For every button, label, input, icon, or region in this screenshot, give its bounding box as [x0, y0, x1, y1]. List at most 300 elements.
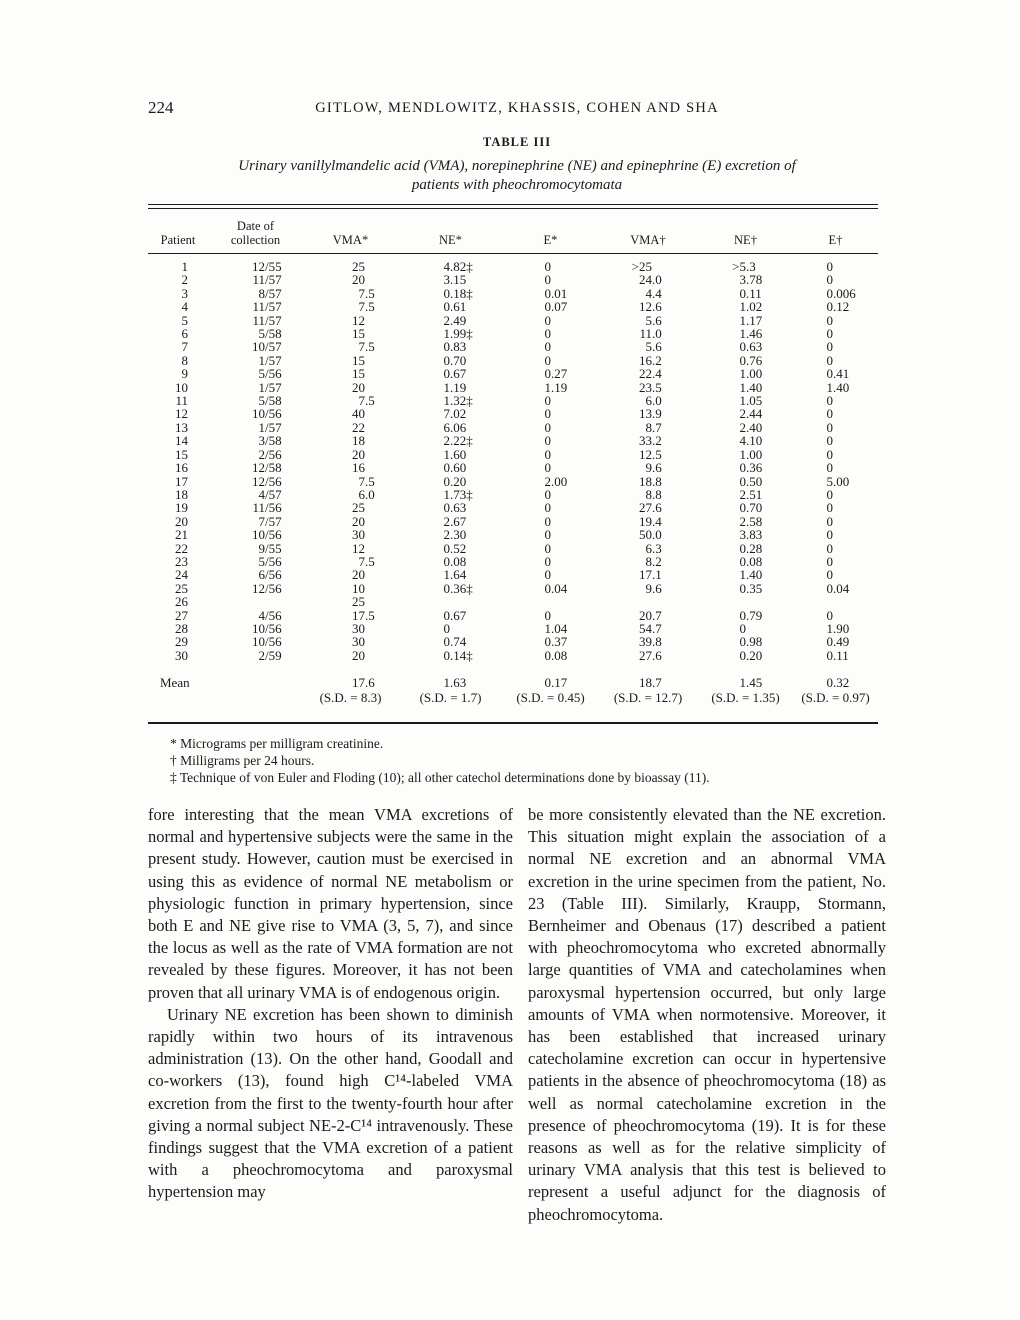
cell-patient: 9 [181, 366, 188, 382]
cell-vma-dagger: 12.5 [639, 446, 662, 462]
table-row [148, 542, 878, 555]
cell-e-star: 0 [544, 272, 551, 288]
cell-e-star: 2.00 [544, 473, 568, 489]
cell-vma-star: 30 [352, 620, 365, 636]
cell-e-star: 0 [544, 540, 551, 556]
cell-ne-star: 2.30 [443, 527, 467, 543]
cell-vma-dagger: 19.4 [639, 513, 662, 529]
cell-e-dagger: 0 [826, 607, 833, 623]
cell-vma-star: 10 [352, 580, 365, 596]
table-row [148, 635, 878, 648]
table-row [148, 327, 878, 340]
cell-e-star: 1.04 [544, 620, 568, 636]
table-row [148, 254, 878, 274]
mean-value: 0.17 (S.D. = 0.45) [503, 662, 598, 713]
cell-vma-star: 7.5 [358, 473, 375, 489]
cell-ne-star: 0.08 [443, 553, 467, 569]
cell-date: 7/57 [258, 513, 282, 529]
cell-ne-dagger: 1.05 [739, 393, 763, 409]
cell-ne-dagger: 0 [739, 620, 746, 636]
cell-e-dagger: 0 [826, 312, 833, 328]
col-header-vma-star: VMA* [303, 209, 398, 254]
footnote-asterisk: * Micrograms per milligram creatinine. [170, 736, 384, 751]
cell-e-star: 0 [544, 446, 551, 462]
cell-patient: 25 [175, 580, 188, 596]
table-body [148, 254, 878, 714]
cell-ne-star: 2.22‡ [443, 433, 473, 449]
cell-e-star: 0 [544, 406, 551, 422]
cell-e-dagger: 0 [826, 540, 833, 556]
cell-vma-star: 25 [352, 500, 365, 516]
cell-ne-dagger: 1.17 [739, 312, 763, 328]
table-label: TABLE III [482, 135, 552, 149]
cell-vma-dagger: 17.1 [639, 567, 662, 583]
cell-vma-dagger: 9.6 [645, 460, 662, 476]
cell-e-star: 0.01 [544, 285, 568, 301]
cell-patient: 1 [181, 259, 188, 274]
cell-vma-star: 20 [352, 272, 365, 288]
mean-sd: (S.D. = 0.97) [801, 689, 870, 705]
page-number: 224 [148, 98, 174, 117]
table-row [148, 273, 878, 286]
cell-ne-dagger: 0.20 [739, 647, 763, 663]
cell-date [208, 595, 303, 608]
cell-ne-star: 0.74 [443, 634, 467, 650]
cell-ne-star: 1.60 [443, 446, 467, 462]
cell-vma-star: 30 [352, 634, 365, 650]
table-row [148, 300, 878, 313]
cell-date: 10/57 [252, 339, 282, 355]
cell-patient: 12 [175, 406, 188, 422]
table-row [148, 501, 878, 514]
table-row [148, 448, 878, 461]
cell-date: 11/57 [252, 312, 282, 328]
cell-date: 2/56 [258, 446, 282, 462]
cell-patient: 14 [175, 433, 188, 449]
cell-ne-dagger: 1.40 [739, 379, 763, 395]
cell-date: 2/59 [258, 647, 282, 663]
cell-vma-star: 20 [352, 647, 365, 663]
cell-vma-star: 40 [352, 406, 365, 422]
cell-vma-dagger: 9.6 [645, 580, 662, 596]
cell-ne-dagger: 1.00 [739, 366, 763, 382]
cell-vma-star: 18 [352, 433, 365, 449]
table-row [148, 475, 878, 488]
cell-vma-star: 15 [352, 352, 365, 368]
cell-vma-star: 12 [352, 540, 365, 556]
cell-date: 11/56 [252, 500, 282, 516]
col-header-e-star: E* [503, 209, 598, 254]
cell-vma-star: 20 [352, 567, 365, 583]
cell-patient: 16 [175, 460, 188, 476]
col-header-vma-dagger: VMA† [598, 209, 698, 254]
cell-vma-dagger: 8.8 [645, 486, 662, 502]
cell-date: 3/58 [258, 433, 282, 449]
cell-ne-star: 0.36‡ [443, 580, 473, 596]
cell-ne-star: 1.19 [443, 379, 467, 395]
mean-value: 1.45 (S.D. = 1.35) [698, 662, 793, 713]
body-text [148, 804, 886, 1226]
cell-ne-dagger: 0.98 [739, 634, 763, 650]
cell-vma-dagger [598, 595, 698, 608]
cell-date [208, 662, 303, 713]
cell-e-dagger: 0 [826, 393, 833, 409]
cell-e-star: 0.27 [544, 366, 568, 382]
cell-vma-dagger: 27.6 [639, 500, 662, 516]
cell-vma-dagger: 24.0 [639, 272, 662, 288]
cell-e-dagger: 1.90 [826, 620, 850, 636]
mean-row [148, 662, 878, 713]
cell-ne-dagger: 4.10 [739, 433, 763, 449]
mean-label: Mean [160, 675, 190, 691]
cell-date: 4/56 [258, 607, 282, 623]
table-row [148, 314, 878, 327]
cell-e-star: 0 [544, 567, 551, 583]
cell-date: 5/58 [258, 326, 282, 342]
cell-vma-star: 17.5 [352, 607, 375, 623]
cell-vma-dagger: 8.7 [645, 419, 662, 435]
page-content [148, 98, 886, 1226]
cell-ne-star: 0.52 [443, 540, 467, 556]
body-column-right [528, 804, 886, 1226]
cell-ne-star [398, 595, 503, 608]
cell-ne-star: 0.63 [443, 500, 467, 516]
cell-e-star: 0.04 [544, 580, 568, 596]
cell-e-dagger: 0 [826, 500, 833, 516]
cell-vma-star: 7.5 [358, 299, 375, 315]
cell-date: 12/56 [252, 580, 282, 596]
cell-patient: 10 [175, 379, 188, 395]
cell-vma-star: 7.5 [358, 393, 375, 409]
cell-date: 1/57 [258, 352, 282, 368]
cell-ne-star: 1.99‡ [443, 326, 473, 342]
cell-vma-star: 16 [352, 460, 365, 476]
cell-e-star: 0 [544, 419, 551, 435]
mean-value: 1.63 (S.D. = 1.7) [398, 662, 503, 713]
cell-vma-dagger: 13.9 [639, 406, 662, 422]
cell-e-dagger: 5.00 [826, 473, 850, 489]
cell-vma-dagger: 8.2 [645, 553, 662, 569]
cell-date: 9/55 [258, 540, 282, 556]
cell-ne-dagger: 1.00 [739, 446, 763, 462]
cell-vma-star: 7.5 [358, 285, 375, 301]
cell-e-dagger: 0 [826, 460, 833, 476]
cell-date: 11/57 [252, 272, 282, 288]
cell-e-dagger: 0 [826, 339, 833, 355]
table-row [148, 434, 878, 447]
cell-e-star: 0 [544, 339, 551, 355]
col-header-patient: Patient [148, 209, 208, 254]
table-title [148, 157, 886, 195]
table-row [148, 407, 878, 420]
mean-value: 18.7 (S.D. = 12.7) [598, 662, 698, 713]
cell-ne-star: 0.20 [443, 473, 467, 489]
table-head [148, 209, 878, 254]
cell-vma-star: 22 [352, 419, 365, 435]
cell-vma-star: 30 [352, 527, 365, 543]
footnote-double-dagger: ‡ Technique of von Euler and Floding (10); all other catechol determinations done by bioassay (11). [170, 770, 710, 785]
cell-ne-star: 6.06 [443, 419, 467, 435]
cell-e-star: 0 [544, 312, 551, 328]
cell-vma-dagger: 20.7 [639, 607, 662, 623]
cell-e-star: 0 [544, 527, 551, 543]
mean-value: 17.6 (S.D. = 8.3) [303, 662, 398, 713]
cell-vma-dagger: 22.4 [639, 366, 662, 382]
cell-ne-dagger: >5.3 [732, 259, 756, 274]
table-row [148, 515, 878, 528]
cell-date: 12/58 [252, 460, 282, 476]
cell-patient: 3 [181, 285, 188, 301]
cell-patient: 13 [175, 419, 188, 435]
cell-vma-dagger: 12.6 [639, 299, 662, 315]
cell-e-dagger: 0 [826, 446, 833, 462]
cell-patient: 22 [175, 540, 188, 556]
table-row [148, 609, 878, 622]
cell-vma-dagger: 11.0 [639, 326, 662, 342]
cell-e-dagger: 0 [826, 433, 833, 449]
cell-e-star: 0 [544, 352, 551, 368]
cell-e-dagger: 0 [826, 527, 833, 543]
mean-sd: (S.D. = 1.7) [419, 689, 482, 705]
cell-vma-dagger: 18.8 [639, 473, 662, 489]
cell-date: 12/55 [252, 259, 282, 274]
cell-patient: 5 [181, 312, 188, 328]
cell-date: 11/57 [252, 299, 282, 315]
mean-sd: (S.D. = 1.35) [711, 689, 780, 705]
cell-e-dagger [793, 595, 878, 608]
cell-patient: 29 [175, 634, 188, 650]
cell-date: 12/56 [252, 473, 282, 489]
cell-e-dagger: 0 [826, 419, 833, 435]
cell-patient: 30 [175, 647, 188, 663]
cell-e-dagger: 1.40 [826, 379, 850, 395]
cell-ne-star: 0.67 [443, 607, 467, 623]
cell-ne-dagger: 0.70 [739, 500, 763, 516]
mean-sd: (S.D. = 12.7) [613, 689, 683, 705]
cell-ne-dagger: 0.11 [739, 285, 762, 301]
body-paragraph: be more consistently elevated than the NE excretion. This situation might explain the association of a normal NE excretion and an abnormal VMA excretion in the urine specimen from the patient, No. 23 (Table III). Similarly, Kraupp, Stormann, Bernheimer and Obenaus (17) described a patient with pheochromocytoma who excreted abnormally large quantities of VMA and catecholamines when paroxysmal hypertension occurred, but only large amounts of VMA when normotensive. Moreover, it has been established that increased urinary catecholamine excretion can occur in hypertensive patients in the absence of pheochromocytoma (18) as well as normal catecholamine excretion in the presence of pheochromocytoma (19). It is for these reasons as well as for the relative simplicity of urinary VMA analysis that this test is believed to represent a useful adjunct for the diagnosis of pheochromocytoma. [528, 805, 886, 1224]
cell-patient: 8 [181, 352, 188, 368]
col-header-ne-star: NE* [398, 209, 503, 254]
cell-ne-dagger: 0.50 [739, 473, 763, 489]
cell-e-dagger: 0.12 [826, 299, 850, 315]
cell-e-star: 0 [544, 460, 551, 476]
cell-vma-star: 25 [352, 259, 365, 274]
cell-e-dagger: 0 [826, 326, 833, 342]
cell-patient: 21 [175, 527, 188, 543]
table-row [148, 528, 878, 541]
cell-ne-star: 0.70 [443, 352, 467, 368]
cell-vma-dagger: 5.6 [645, 339, 662, 355]
cell-e-dagger: 0 [826, 272, 833, 288]
cell-date: 10/56 [252, 634, 282, 650]
table-bottom-rule [148, 722, 878, 724]
cell-e-dagger: 0 [826, 486, 833, 502]
cell-ne-star: 2.67 [443, 513, 467, 529]
cell-ne-star: 0.14‡ [443, 647, 473, 663]
cell-ne-star: 1.73‡ [443, 486, 473, 502]
table-footnotes [170, 735, 886, 786]
cell-date: 10/56 [252, 406, 282, 422]
cell-ne-star: 4.82‡ [443, 259, 473, 274]
cell-patient: 18 [175, 486, 188, 502]
cell-ne-dagger: 3.83 [739, 527, 763, 543]
cell-e-dagger: 0 [826, 259, 833, 274]
cell-ne-star: 0.60 [443, 460, 467, 476]
cell-vma-dagger: 6.3 [645, 540, 662, 556]
table-row [148, 649, 878, 662]
cell-vma-dagger: 5.6 [645, 312, 662, 328]
cell-ne-dagger: 0.35 [739, 580, 763, 596]
cell-ne-star: 0.67 [443, 366, 467, 382]
body-paragraph: fore interesting that the mean VMA excretions of normal and hypertensive subjects were the same in the present study. However, caution must be exercised in using this as evidence of normal NE metabolism or physiologic function in primary hypertension, since both E and NE give rise to VMA (3, 5, 7), and since the locus as well as the rate of VMA formation are not revealed by these figures. Moreover, it has not been proven that all urinary VMA is of endogenous origin. [148, 805, 513, 1002]
cell-vma-star: 25 [352, 594, 365, 610]
cell-vma-star: 15 [352, 326, 365, 342]
cell-e-star: 0 [544, 326, 551, 342]
cell-vma-dagger: 50.0 [639, 527, 662, 543]
cell-ne-star: 7.02 [443, 406, 467, 422]
table-row [148, 582, 878, 595]
cell-ne-star: 1.64 [443, 567, 467, 583]
cell-ne-dagger: 0.28 [739, 540, 763, 556]
cell-vma-dagger: 6.0 [645, 393, 662, 409]
table-row [148, 354, 878, 367]
data-table [148, 209, 878, 713]
cell-ne-star: 3.15 [443, 272, 467, 288]
cell-e-star: 0.37 [544, 634, 568, 650]
cell-e-star: 0 [544, 433, 551, 449]
mean-sd: (S.D. = 0.45) [516, 689, 585, 705]
cell-vma-star: 6.0 [358, 486, 375, 502]
cell-e-star [503, 595, 598, 608]
cell-date: 1/57 [258, 419, 282, 435]
cell-e-star: 0 [544, 513, 551, 529]
table-row [148, 461, 878, 474]
mean-value: 0.32 (S.D. = 0.97) [793, 662, 878, 713]
cell-date: 8/57 [258, 285, 282, 301]
cell-patient: 20 [175, 513, 188, 529]
cell-e-dagger: 0 [826, 567, 833, 583]
table-row [148, 421, 878, 434]
cell-ne-dagger: 0.08 [739, 553, 763, 569]
table-row [148, 394, 878, 407]
cell-e-dagger: 0.49 [826, 634, 850, 650]
cell-vma-dagger: 39.8 [639, 634, 662, 650]
cell-patient: 15 [175, 446, 188, 462]
cell-e-dagger: 0.11 [826, 647, 849, 663]
cell-date: 5/56 [258, 553, 282, 569]
table-row [148, 622, 878, 635]
table-title-line1: Urinary vanillylmandelic acid (VMA), norepinephrine (NE) and epinephrine (E) excretion of [238, 158, 796, 174]
cell-e-star: 0 [544, 607, 551, 623]
cell-vma-star: 20 [352, 446, 365, 462]
cell-e-star: 1.19 [544, 379, 568, 395]
cell-e-star: 0 [544, 393, 551, 409]
cell-e-dagger: 0.04 [826, 580, 850, 596]
cell-ne-dagger: 2.51 [739, 486, 763, 502]
cell-e-star: 0.08 [544, 647, 568, 663]
cell-ne-star: 0.18‡ [443, 285, 473, 301]
cell-date: 1/57 [258, 379, 282, 395]
col-header-ne-dagger: NE† [698, 209, 793, 254]
cell-patient: 17 [175, 473, 188, 489]
cell-ne-dagger: 0.36 [739, 460, 763, 476]
table-row [148, 367, 878, 380]
cell-e-dagger: 0 [826, 352, 833, 368]
table-row [148, 287, 878, 300]
cell-e-dagger: 0.006 [826, 285, 856, 301]
cell-ne-dagger: 2.40 [739, 419, 763, 435]
body-column-left [148, 804, 513, 1226]
cell-e-dagger: 0 [826, 406, 833, 422]
cell-ne-dagger: 0.79 [739, 607, 763, 623]
cell-patient: 23 [175, 553, 188, 569]
cell-patient: 24 [175, 567, 188, 583]
col-header-e-dagger: E† [793, 209, 878, 254]
cell-ne-dagger: 1.46 [739, 326, 763, 342]
cell-date: 5/56 [258, 366, 282, 382]
cell-vma-star: 12 [352, 312, 365, 328]
cell-vma-star: 7.5 [358, 339, 375, 355]
cell-e-star: 0 [544, 486, 551, 502]
cell-ne-star: 0.61 [443, 299, 467, 315]
cell-patient: 19 [175, 500, 188, 516]
cell-date: 6/56 [258, 567, 282, 583]
page-header [148, 98, 886, 118]
cell-ne-dagger: 2.58 [739, 513, 763, 529]
mean-sd: (S.D. = 8.3) [319, 689, 382, 705]
cell-vma-dagger: 4.4 [645, 285, 662, 301]
cell-e-dagger: 0 [826, 513, 833, 529]
cell-vma-dagger: 54.7 [639, 620, 662, 636]
table-row [148, 568, 878, 581]
cell-vma-star: 15 [352, 366, 365, 382]
cell-patient: 26 [175, 594, 188, 610]
cell-ne-dagger: 3.78 [739, 272, 763, 288]
cell-vma-star: 20 [352, 379, 365, 395]
cell-vma-dagger: 33.2 [639, 433, 662, 449]
table-row [148, 595, 878, 608]
cell-ne-star: 0.83 [443, 339, 467, 355]
cell-vma-dagger: 23.5 [639, 379, 662, 395]
cell-patient: 28 [175, 620, 188, 636]
cell-e-star: 0 [544, 259, 551, 274]
cell-patient: 7 [181, 339, 188, 355]
cell-date: 10/56 [252, 620, 282, 636]
cell-ne-star: 1.32‡ [443, 393, 473, 409]
cell-date: 5/58 [258, 393, 282, 409]
cell-e-star: 0 [544, 500, 551, 516]
cell-ne-dagger: 2.44 [739, 406, 763, 422]
cell-vma-star: 20 [352, 513, 365, 529]
table-row [148, 381, 878, 394]
table-title-line2: patients with pheochromocytomata [411, 177, 623, 193]
cell-ne-dagger: 0.76 [739, 352, 763, 368]
cell-e-star: 0.07 [544, 299, 568, 315]
table-row [148, 555, 878, 568]
cell-ne-star: 0 [443, 620, 450, 636]
col-header-date: Date of collection [208, 209, 303, 254]
cell-patient: 27 [175, 607, 188, 623]
cell-ne-dagger: 1.40 [739, 567, 763, 583]
cell-patient: 4 [181, 299, 188, 315]
cell-patient: 6 [181, 326, 188, 342]
cell-vma-dagger: >25 [631, 259, 652, 274]
cell-e-star: 0 [544, 553, 551, 569]
cell-e-dagger: 0 [826, 553, 833, 569]
cell-ne-dagger [698, 595, 793, 608]
cell-ne-dagger: 1.02 [739, 299, 763, 315]
